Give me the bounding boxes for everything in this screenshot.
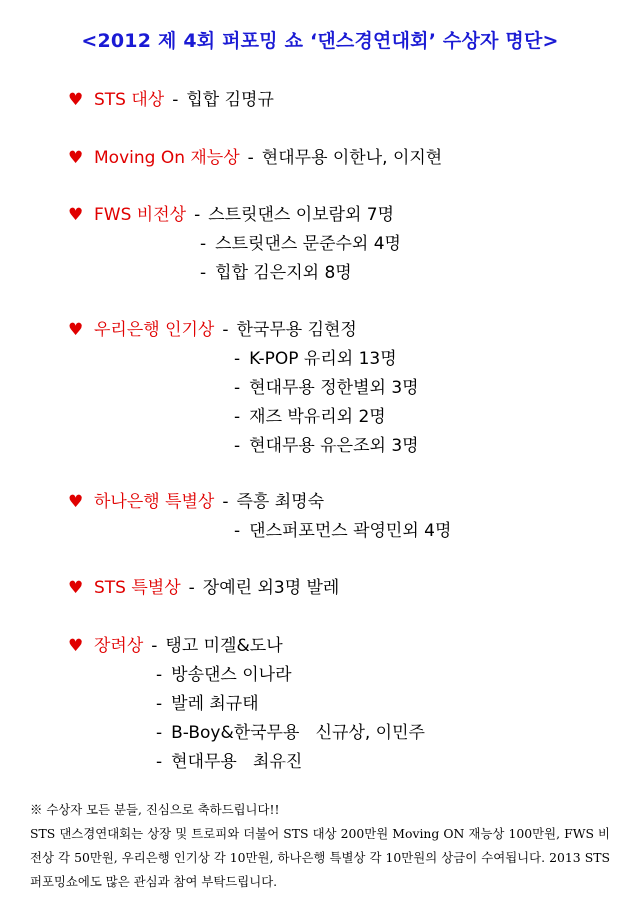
dash: - [156,694,163,714]
winner: 힙합 김명규 [186,90,274,110]
winner: 방송댄스 이나라 [171,665,292,685]
winner: B-Boy&한국무용 신규상, 이민주 [171,723,425,743]
dash: - [222,320,229,340]
heart-icon: ♥ [68,90,84,110]
heart-icon: ♥ [68,205,84,225]
winner: 현대무용 최유진 [171,752,303,772]
heart-icon: ♥ [68,320,84,340]
award-sts-special [68,574,339,603]
award-sts-grand-prize [68,86,274,115]
winner: 한국무용 김현정 [236,320,357,340]
winner: 스트릿댄스 이보람외 7명 [208,205,395,225]
award-name: FWS 비전상 [94,205,187,225]
dash: - [194,205,201,225]
page-title: <2012 제 4회 퍼포밍 쇼 ‘댄스경연대회’ 수상자 명단> [81,30,559,52]
heart-icon: ♥ [68,492,84,512]
dash: - [222,492,229,512]
winner: 탱고 미겔&도나 [165,636,283,656]
award-name: 장려상 [94,636,144,656]
dash: - [234,349,241,369]
award-encouragement [68,632,425,777]
winner: 발레 최규태 [171,694,259,714]
award-name: STS 특별상 [94,578,181,598]
congratulations-note: ※ 수상자 모든 분들, 진심으로 축하드립니다!! [30,802,280,817]
dash: - [156,665,163,685]
winner: 장예린 외3명 발레 [202,578,340,598]
award-woori-bank-popularity [68,316,419,461]
winner: 댄스퍼포먼스 곽영민외 4명 [249,521,452,541]
winner: 스트릿댄스 문준수외 4명 [215,234,401,254]
award-name: STS 대상 [94,90,165,110]
dash: - [200,234,207,254]
winner: 현대무용 유은조외 3명 [249,436,419,456]
dash: - [247,148,254,168]
heart-icon: ♥ [68,578,84,598]
award-name: 하나은행 특별상 [94,492,215,512]
dash: - [234,407,241,427]
winner: 현대무용 이한나, 이지현 [261,148,443,168]
award-moving-on-talent [68,144,442,173]
dash: - [156,723,163,743]
dash: - [151,636,158,656]
award-hana-bank-special [68,488,452,546]
dash: - [234,378,241,398]
dash: - [156,752,163,772]
winner: 힙합 김은지외 8명 [215,263,352,283]
heart-icon: ♥ [68,636,84,656]
winner: K-POP 유리외 13명 [249,349,397,369]
footer-notice [30,798,610,894]
award-name: Moving On 재능상 [94,148,240,168]
dash: - [188,578,195,598]
dash: - [200,263,207,283]
dash: - [172,90,179,110]
heart-icon: ♥ [68,148,84,168]
award-fws-vision [68,201,401,288]
winner: 즉흥 최명숙 [236,492,325,512]
winner: 재즈 박유리외 2명 [249,407,386,427]
award-name: 우리은행 인기상 [94,320,215,340]
winner: 현대무용 정한별외 3명 [249,378,419,398]
dash: - [234,521,241,541]
dash: - [234,436,241,456]
prize-description: STS 댄스경연대회는 상장 및 트로피와 더불어 STS 대상 200만원 Moving ON 재능상 100만원, FWS 비전상 각 50만원, 우리은행 인기상 각 10만원, 하나은행 특별상 각 10만원의 상금이 수여됩니다. 2013 STS 퍼포밍쇼에도 많은 관심과 참여 부탁드립니다. [30,826,610,889]
